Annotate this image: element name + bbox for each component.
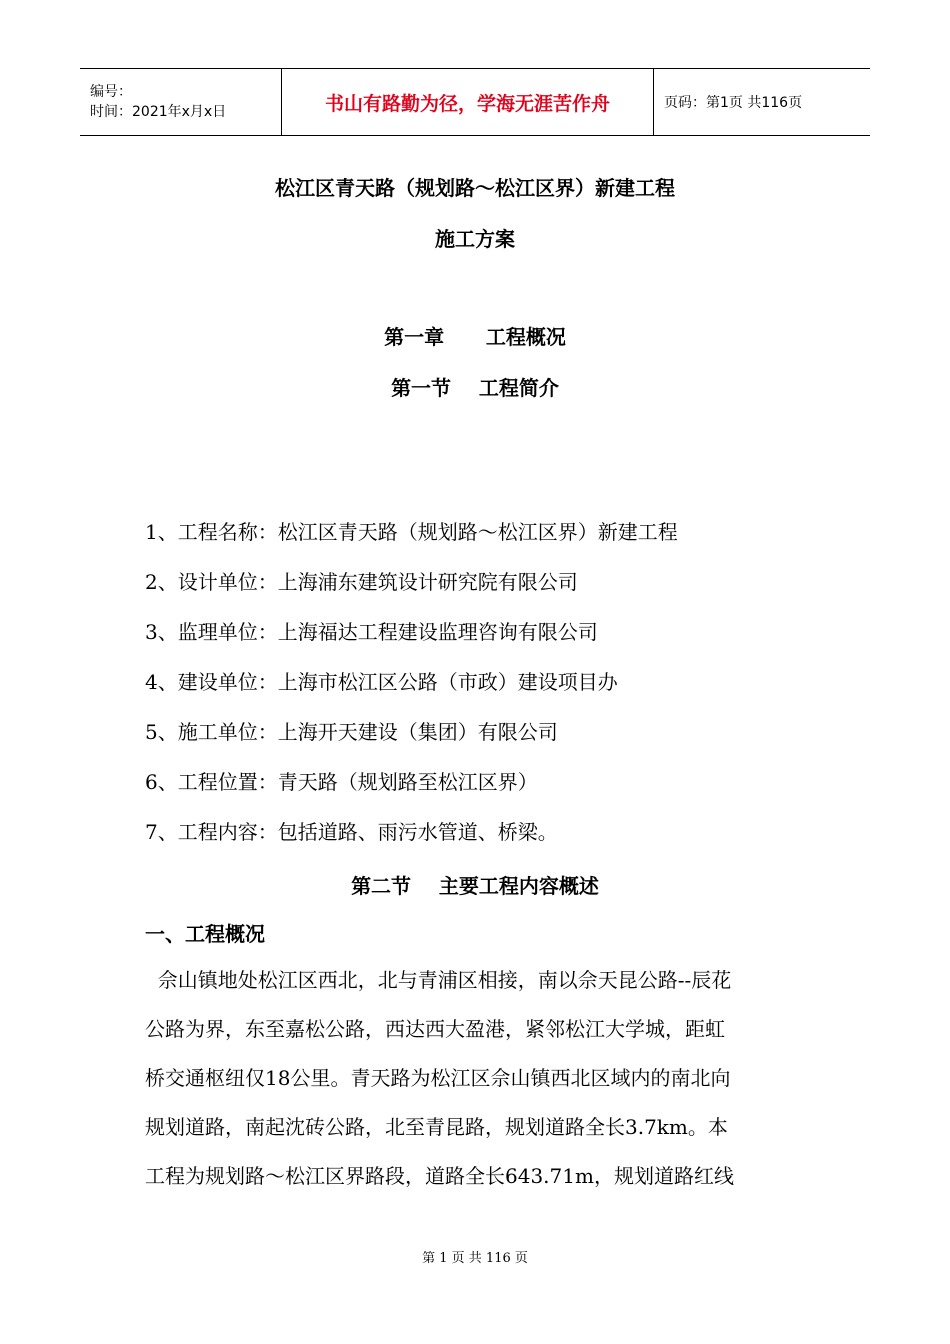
chapter-heading: 第一章 工程概况	[384, 325, 566, 349]
header-meta	[80, 69, 282, 135]
paragraph-line: 规划道路，南起沈砖公路，北至青昆路，规划道路全长3.7km。本	[145, 1115, 728, 1139]
subheading: 一、工程概况	[145, 922, 265, 946]
motto-text: 书山有路勤为径，学海无涯苦作舟	[324, 92, 610, 115]
section-heading-2: 第二节 主要工程内容概述	[351, 874, 599, 898]
list-item: 3、监理单位：上海福达工程建设监理咨询有限公司	[145, 620, 598, 644]
list-item: 7、工程内容：包括道路、雨污水管道、桥梁。	[145, 820, 558, 844]
number-label: 编号：	[90, 84, 132, 100]
paragraph-line: 工程为规划路～松江区界路段，道路全长643.71m，规划道路红线	[145, 1164, 734, 1188]
list-item: 6、工程位置：青天路（规划路至松江区界）	[145, 770, 538, 794]
header-page	[654, 69, 870, 135]
document-subtitle: 施工方案	[435, 227, 515, 251]
document-header	[80, 68, 870, 136]
page-footer: 第 1 页 共 116 页	[422, 1251, 528, 1266]
list-item: 4、建设单位：上海市松江区公路（市政）建设项目办	[145, 670, 618, 694]
list-item: 2、设计单位：上海浦东建筑设计研究院有限公司	[145, 570, 578, 594]
paragraph-line: 公路为界，东至嘉松公路，西达西大盈港，紧邻松江大学城，距虹	[145, 1017, 725, 1041]
paragraph-line: 佘山镇地处松江区西北，北与青浦区相接，南以佘天昆公路--辰花	[145, 968, 732, 992]
paragraph-line: 桥交通枢纽仅18公里。青天路为松江区佘山镇西北区域内的南北向	[145, 1066, 731, 1090]
list-item: 1、工程名称：松江区青天路（规划路～松江区界）新建工程	[145, 520, 678, 544]
date-label: 时间：2021年x月x日	[90, 104, 227, 120]
section-heading-1: 第一节 工程简介	[391, 376, 559, 400]
project-info-list	[145, 507, 678, 857]
overview-paragraph	[145, 956, 807, 1201]
document-title: 松江区青天路（规划路～松江区界）新建工程	[275, 176, 675, 200]
list-item: 5、施工单位：上海开天建设（集团）有限公司	[145, 720, 558, 744]
page-label: 页码：第1页 共116页	[664, 95, 803, 111]
header-motto	[282, 69, 654, 135]
